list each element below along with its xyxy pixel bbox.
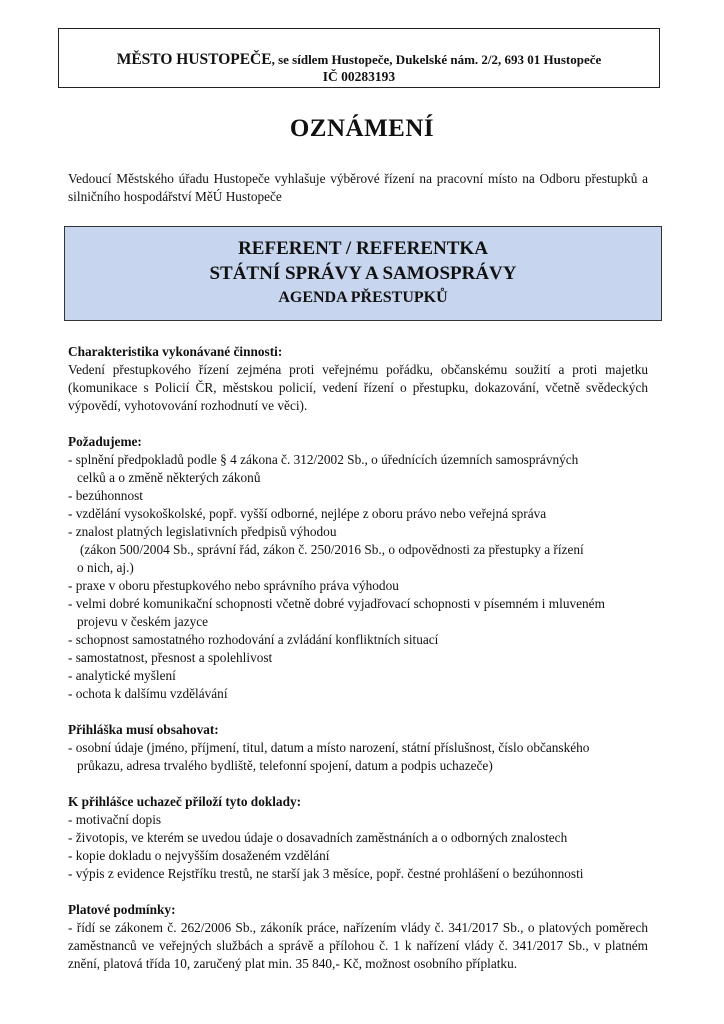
list-item: - osobní údaje (jméno, příjmení, titul, datum a místo narození, státní příslušnost, číslo občanského — [68, 740, 590, 755]
section-title-salary: Platové podmínky: — [68, 902, 176, 917]
list-item: - motivační dopis — [68, 812, 162, 827]
list-item: - praxe v oboru přestupkového nebo správního práva výhodou — [68, 578, 399, 593]
list-item: - kopie dokladu o nejvyšším dosaženém vzdělání — [68, 848, 330, 863]
list-item: - schopnost samostatného rozhodování a zvládání konfliktních situací — [68, 632, 439, 647]
list-item-continued: projevu v českém jazyce — [77, 614, 209, 629]
org-ico: IČ 00283193 — [322, 69, 396, 84]
characteristics-text: Vedení přestupkového řízení zejména proti veřejnému pořádku, občanskému soužití a proti majetku (komunikace s Policií ČR, městskou policií, vedení řízení o přestupku, dokazování, včetně svědeckých výpovědí, vyhotovování rozhodnutí ve věci). — [68, 362, 648, 413]
header-org-line — [59, 51, 659, 68]
page-title: OZNÁMENÍ — [289, 115, 435, 142]
list-item: - samostatnost, přesnost a spolehlivost — [68, 650, 273, 665]
intro-paragraph: Vedoucí Městského úřadu Hustopeče vyhlašuje výběrové řízení na pracovní místo na Odboru přestupků a silničního hospodářství MěÚ Hustopeče — [68, 171, 648, 204]
list-item: - vzdělání vysokoškolské, popř. vyšší odborné, nejlépe z oboru právo nebo veřejná správa — [68, 506, 547, 521]
org-name: MĚSTO HUSTOPEČE — [116, 51, 272, 68]
section-title-characteristics: Charakteristika vykonávané činnosti: — [68, 344, 283, 359]
list-item: - ochota k dalšímu vzdělávání — [68, 686, 228, 701]
job-title-line2: STÁTNÍ SPRÁVY A SAMOSPRÁVY — [209, 263, 517, 284]
list-item: - splnění předpokladů podle § 4 zákona č. 312/2002 Sb., o úřednících územních samosprávných — [68, 452, 579, 467]
section-title-documents: K přihlášce uchazeč přiloží tyto doklady: — [68, 794, 302, 809]
section-title-application: Přihláška musí obsahovat: — [68, 722, 219, 737]
header-box — [58, 28, 660, 88]
list-item-continued: (zákon 500/2004 Sb., správní řád, zákon č. 250/2016 Sb., o odpovědnosti za přestupky a řízení — [80, 542, 584, 557]
job-title-box — [64, 226, 662, 321]
list-item-continued: průkazu, adresa trvalého bydliště, telefonní spojení, datum a podpis uchazeče) — [77, 758, 493, 773]
list-item: - bezúhonnost — [68, 488, 143, 503]
list-item: - výpis z evidence Rejstříku trestů, ne starší jak 3 měsíce, popř. čestné prohlášení o bezúhonnosti — [68, 866, 584, 881]
salary-text: - řídí se zákonem č. 262/2006 Sb., zákoník práce, nařízením vlády č. 341/2017 Sb., o platových poměrech zaměstnanců ve veřejných službách a správě a přílohou č. 1 k nařízení vlády č. 341/2017 Sb., v platném znění, platová třída 10, zaručený plat min. 35 840,- Kč, možnost osobního příplatku. — [68, 920, 648, 971]
list-item-continued: o nich, aj.) — [77, 560, 134, 575]
list-item: - velmi dobré komunikační schopnosti včetně dobré vyjadřovací schopnosti v písemném i mluveném — [68, 596, 605, 611]
job-title-line3: AGENDA PŘESTUPKŮ — [278, 289, 448, 306]
list-item: - životopis, ve kterém se uvedou údaje o dosavadních zaměstnáních a o odborných znalostech — [68, 830, 568, 845]
content — [68, 343, 648, 973]
job-title-line1: REFERENT / REFERENTKA — [238, 238, 488, 259]
org-address: , se sídlem Hustopeče, Dukelské nám. 2/2, 693 01 Hustopeče — [271, 52, 602, 67]
list-item: - znalost platných legislativních předpisů výhodou — [68, 524, 337, 539]
list-item: - analytické myšlení — [68, 668, 176, 683]
list-item-continued: celků a o změně některých zákonů — [77, 470, 261, 485]
section-title-requirements: Požadujeme: — [68, 434, 142, 449]
